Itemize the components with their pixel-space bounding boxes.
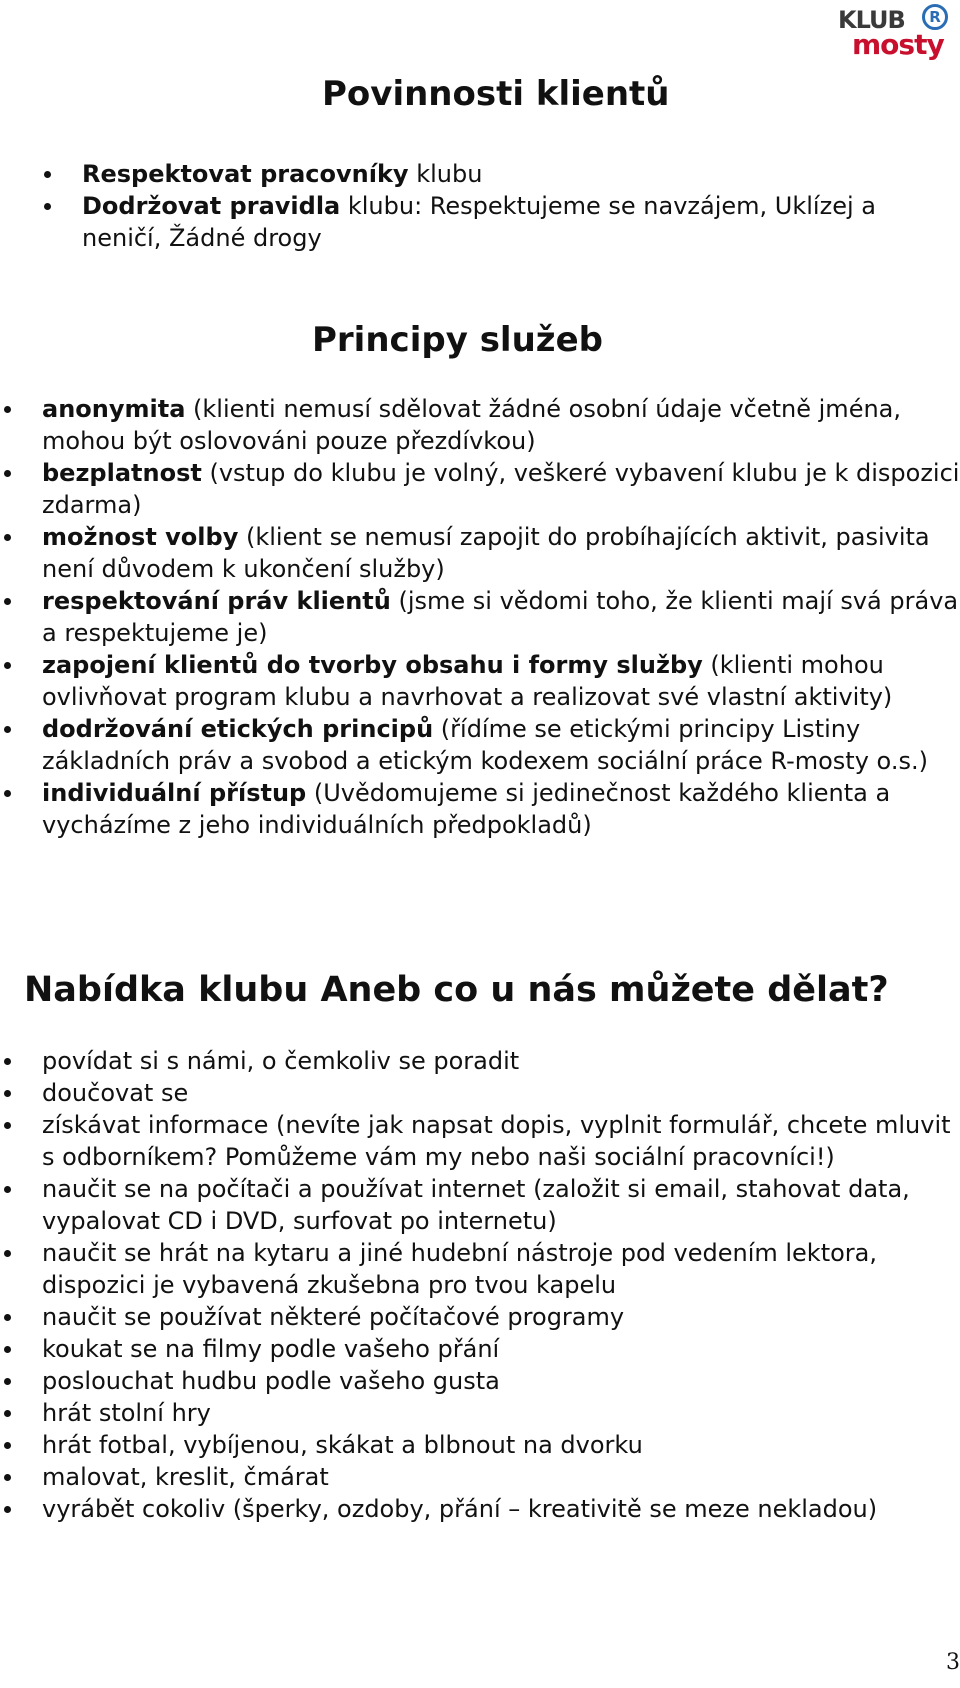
list-item: naučit se na počítači a používat internet (založit si email, stahovat data, vypalovat CD i DVD, surfovat po internetu) bbox=[42, 1173, 960, 1237]
heading-principy-sluzeb: Principy služeb bbox=[312, 320, 603, 360]
logo-registered-mark: R bbox=[922, 4, 948, 30]
item-bold: individuální přístup bbox=[42, 779, 307, 807]
item-text: (vstup do klubu je volný, veškeré vybavení klubu je k dispozici zdarma) bbox=[42, 459, 960, 519]
list-item: naučit se hrát na kytaru a jiné hudební nástroje pod vedením lektora, dispozici je vybavená zkušebna pro tvou kapelu bbox=[42, 1237, 960, 1301]
logo-word-mosty: mosty bbox=[852, 28, 944, 61]
list-item: poslouchat hudbu podle vašeho gusta bbox=[42, 1365, 960, 1397]
nabidka-list bbox=[42, 1045, 960, 1525]
item-text: (klient se nemusí zapojit do probíhajících aktivit, pasivita není důvodem k ukončení služby) bbox=[42, 523, 930, 583]
list-item: hrát stolní hry bbox=[42, 1397, 960, 1429]
list-item: hrát fotbal, vybíjenou, skákat a blbnout na dvorku bbox=[42, 1429, 960, 1461]
principy-list bbox=[42, 393, 960, 841]
list-item: koukat se na filmy podle vašeho přání bbox=[42, 1333, 960, 1365]
item-text: (Uvědomujeme si jedinečnost každého klienta a vycházíme z jeho individuálních předpokladů) bbox=[42, 779, 891, 839]
item-text: (řídíme se etickými principy Listiny základních práv a svobod a etickým kodexem sociální práce R-mosty o.s.) bbox=[42, 715, 928, 775]
list-item bbox=[42, 585, 960, 649]
list-item: naučit se používat některé počítačové programy bbox=[42, 1301, 960, 1333]
list-item bbox=[42, 713, 960, 777]
klub-mosty-logo bbox=[834, 2, 958, 66]
item-bold: dodržování etických principů bbox=[42, 715, 434, 743]
povinnosti-list bbox=[82, 158, 942, 254]
list-item: vyrábět cokoliv (šperky, ozdoby, přání – kreativitě se meze nekladou) bbox=[42, 1493, 960, 1525]
list-item bbox=[82, 190, 942, 254]
list-item bbox=[42, 393, 960, 457]
list-item: doučovat se bbox=[42, 1077, 960, 1109]
logo-word-klub: KLUB bbox=[838, 6, 905, 34]
list-item bbox=[42, 457, 960, 521]
item-text: (klienti nemusí sdělovat žádné osobní údaje včetně jména, mohou být oslovováni pouze přezdívkou) bbox=[42, 395, 901, 455]
heading-povinnosti-klientu: Povinnosti klientů bbox=[322, 74, 670, 114]
item-text: klubu: Respektujeme se navzájem, Uklízej a neničí, Žádné drogy bbox=[82, 192, 876, 252]
item-bold: respektování práv klientů bbox=[42, 587, 391, 615]
page-number: 3 bbox=[946, 1650, 960, 1675]
list-item bbox=[42, 521, 960, 585]
item-text: (klienti mohou ovlivňovat program klubu a navrhovat a realizovat své vlastní aktivity) bbox=[42, 651, 893, 711]
list-item bbox=[42, 649, 960, 713]
list-item bbox=[42, 777, 960, 841]
list-item: povídat si s námi, o čemkoliv se poradit bbox=[42, 1045, 960, 1077]
item-text: klubu bbox=[408, 160, 483, 188]
heading-nabidka-klubu: Nabídka klubu Aneb co u nás můžete dělat? bbox=[24, 970, 889, 1010]
item-bold: bezplatnost bbox=[42, 459, 202, 487]
item-bold: zapojení klientů do tvorby obsahu i formy služby bbox=[42, 651, 703, 679]
item-bold: Dodržovat pravidla bbox=[82, 192, 341, 220]
item-bold: Respektovat pracovníky bbox=[82, 160, 409, 188]
item-bold: možnost volby bbox=[42, 523, 239, 551]
list-item: získávat informace (nevíte jak napsat dopis, vyplnit formulář, chcete mluvit s odborníkem? Pomůžeme vám my nebo naši sociální pracovníci!) bbox=[42, 1109, 960, 1173]
list-item bbox=[82, 158, 942, 190]
item-bold: anonymita bbox=[42, 395, 186, 423]
item-text: (jsme si vědomi toho, že klienti mají svá práva a respektujeme je) bbox=[42, 587, 959, 647]
list-item: malovat, kreslit, čmárat bbox=[42, 1461, 960, 1493]
